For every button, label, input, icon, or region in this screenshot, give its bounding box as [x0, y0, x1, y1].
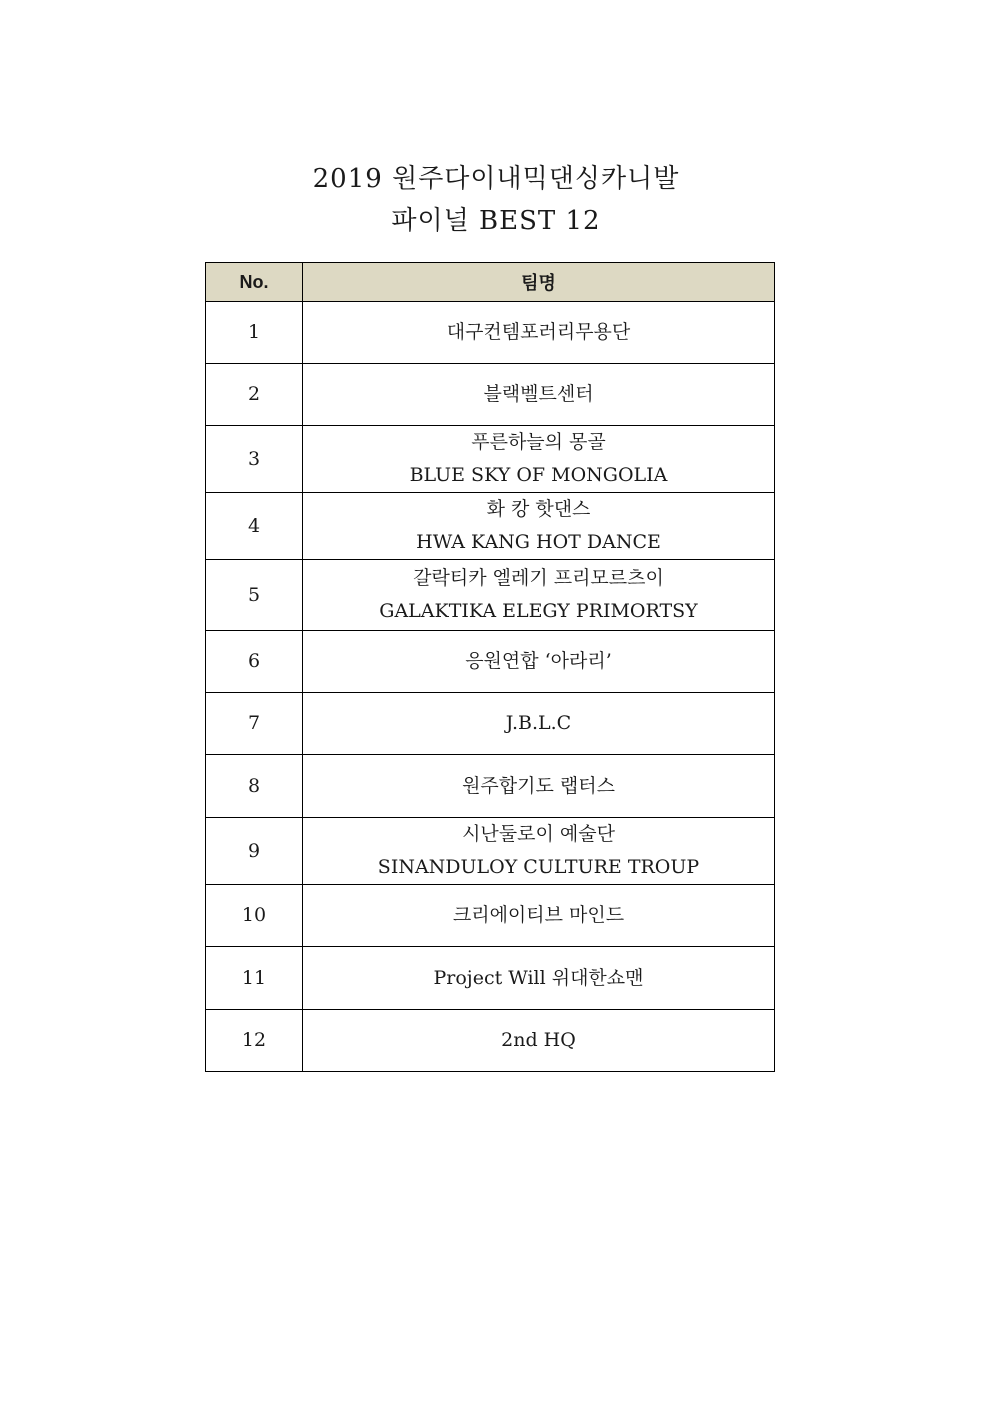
- team-name: [303, 302, 775, 364]
- table-row: [206, 885, 775, 947]
- team-name: [303, 560, 775, 631]
- row-number: 6: [206, 631, 303, 693]
- team-name-line: Project Will 위대한쇼맨: [433, 966, 644, 989]
- table-row: [206, 364, 775, 426]
- team-name-line: J.B.L.C: [505, 712, 572, 734]
- team-name-line: 2nd HQ: [501, 1029, 576, 1051]
- row-number: 9: [206, 818, 303, 885]
- team-name-line: 갈락티카 엘레기 프리모르츠이: [413, 567, 664, 589]
- team-name: [303, 818, 775, 885]
- table-row: [206, 947, 775, 1010]
- row-number: 7: [206, 693, 303, 755]
- team-name-line: 크리에이티브 마인드: [452, 904, 625, 926]
- table-row: [206, 493, 775, 560]
- team-name-line: 원주합기도 랩터스: [462, 774, 615, 797]
- row-number: 4: [206, 493, 303, 560]
- team-name-line: 블랙벨트센터: [483, 383, 594, 405]
- header-team-name: 팀명: [303, 263, 775, 302]
- team-name: [303, 755, 775, 818]
- team-name-line: 푸른하늘의 몽골: [471, 431, 606, 453]
- team-name-line: SINANDULOY CULTURE TROUP: [377, 856, 700, 878]
- team-name: [303, 885, 775, 947]
- team-name: [303, 693, 775, 755]
- row-number: 11: [206, 947, 303, 1010]
- row-number: 1: [206, 302, 303, 364]
- team-name-line: 시난둘로이 예술단: [462, 823, 615, 845]
- title-line-2: 파이널 BEST 12: [391, 206, 601, 236]
- team-name: [303, 426, 775, 493]
- row-number: 10: [206, 885, 303, 947]
- table-row: [206, 560, 775, 631]
- team-name-line: 응원연합 ‘아라리’: [465, 650, 612, 672]
- team-name: [303, 947, 775, 1010]
- table-header-row: [206, 263, 775, 302]
- team-name-line: 대구컨템포러리무용단: [446, 321, 631, 343]
- team-name-line: BLUE SKY OF MONGOLIA: [409, 464, 668, 486]
- table-row: [206, 818, 775, 885]
- row-number: 2: [206, 364, 303, 426]
- row-number: 5: [206, 560, 303, 631]
- team-name-line: HWA KANG HOT DANCE: [416, 531, 661, 553]
- teams-table: [205, 262, 775, 1072]
- table-row: [206, 755, 775, 818]
- table-row: [206, 1010, 775, 1072]
- row-number: 12: [206, 1010, 303, 1072]
- table-row: [206, 302, 775, 364]
- header-no: No.: [206, 263, 303, 302]
- team-name-line: GALAKTIKA ELEGY PRIMORTSY: [379, 600, 698, 622]
- team-name: [303, 1010, 775, 1072]
- row-number: 8: [206, 755, 303, 818]
- team-name: [303, 364, 775, 426]
- table-row: [206, 631, 775, 693]
- document-title: [0, 158, 992, 242]
- row-number: 3: [206, 426, 303, 493]
- table-row: [206, 426, 775, 493]
- table-row: [206, 693, 775, 755]
- team-name: [303, 631, 775, 693]
- title-line-1: 2019 원주다이내믹댄싱카니발: [312, 164, 680, 194]
- team-name-line: 화 캉 핫댄스: [486, 498, 591, 520]
- team-name: [303, 493, 775, 560]
